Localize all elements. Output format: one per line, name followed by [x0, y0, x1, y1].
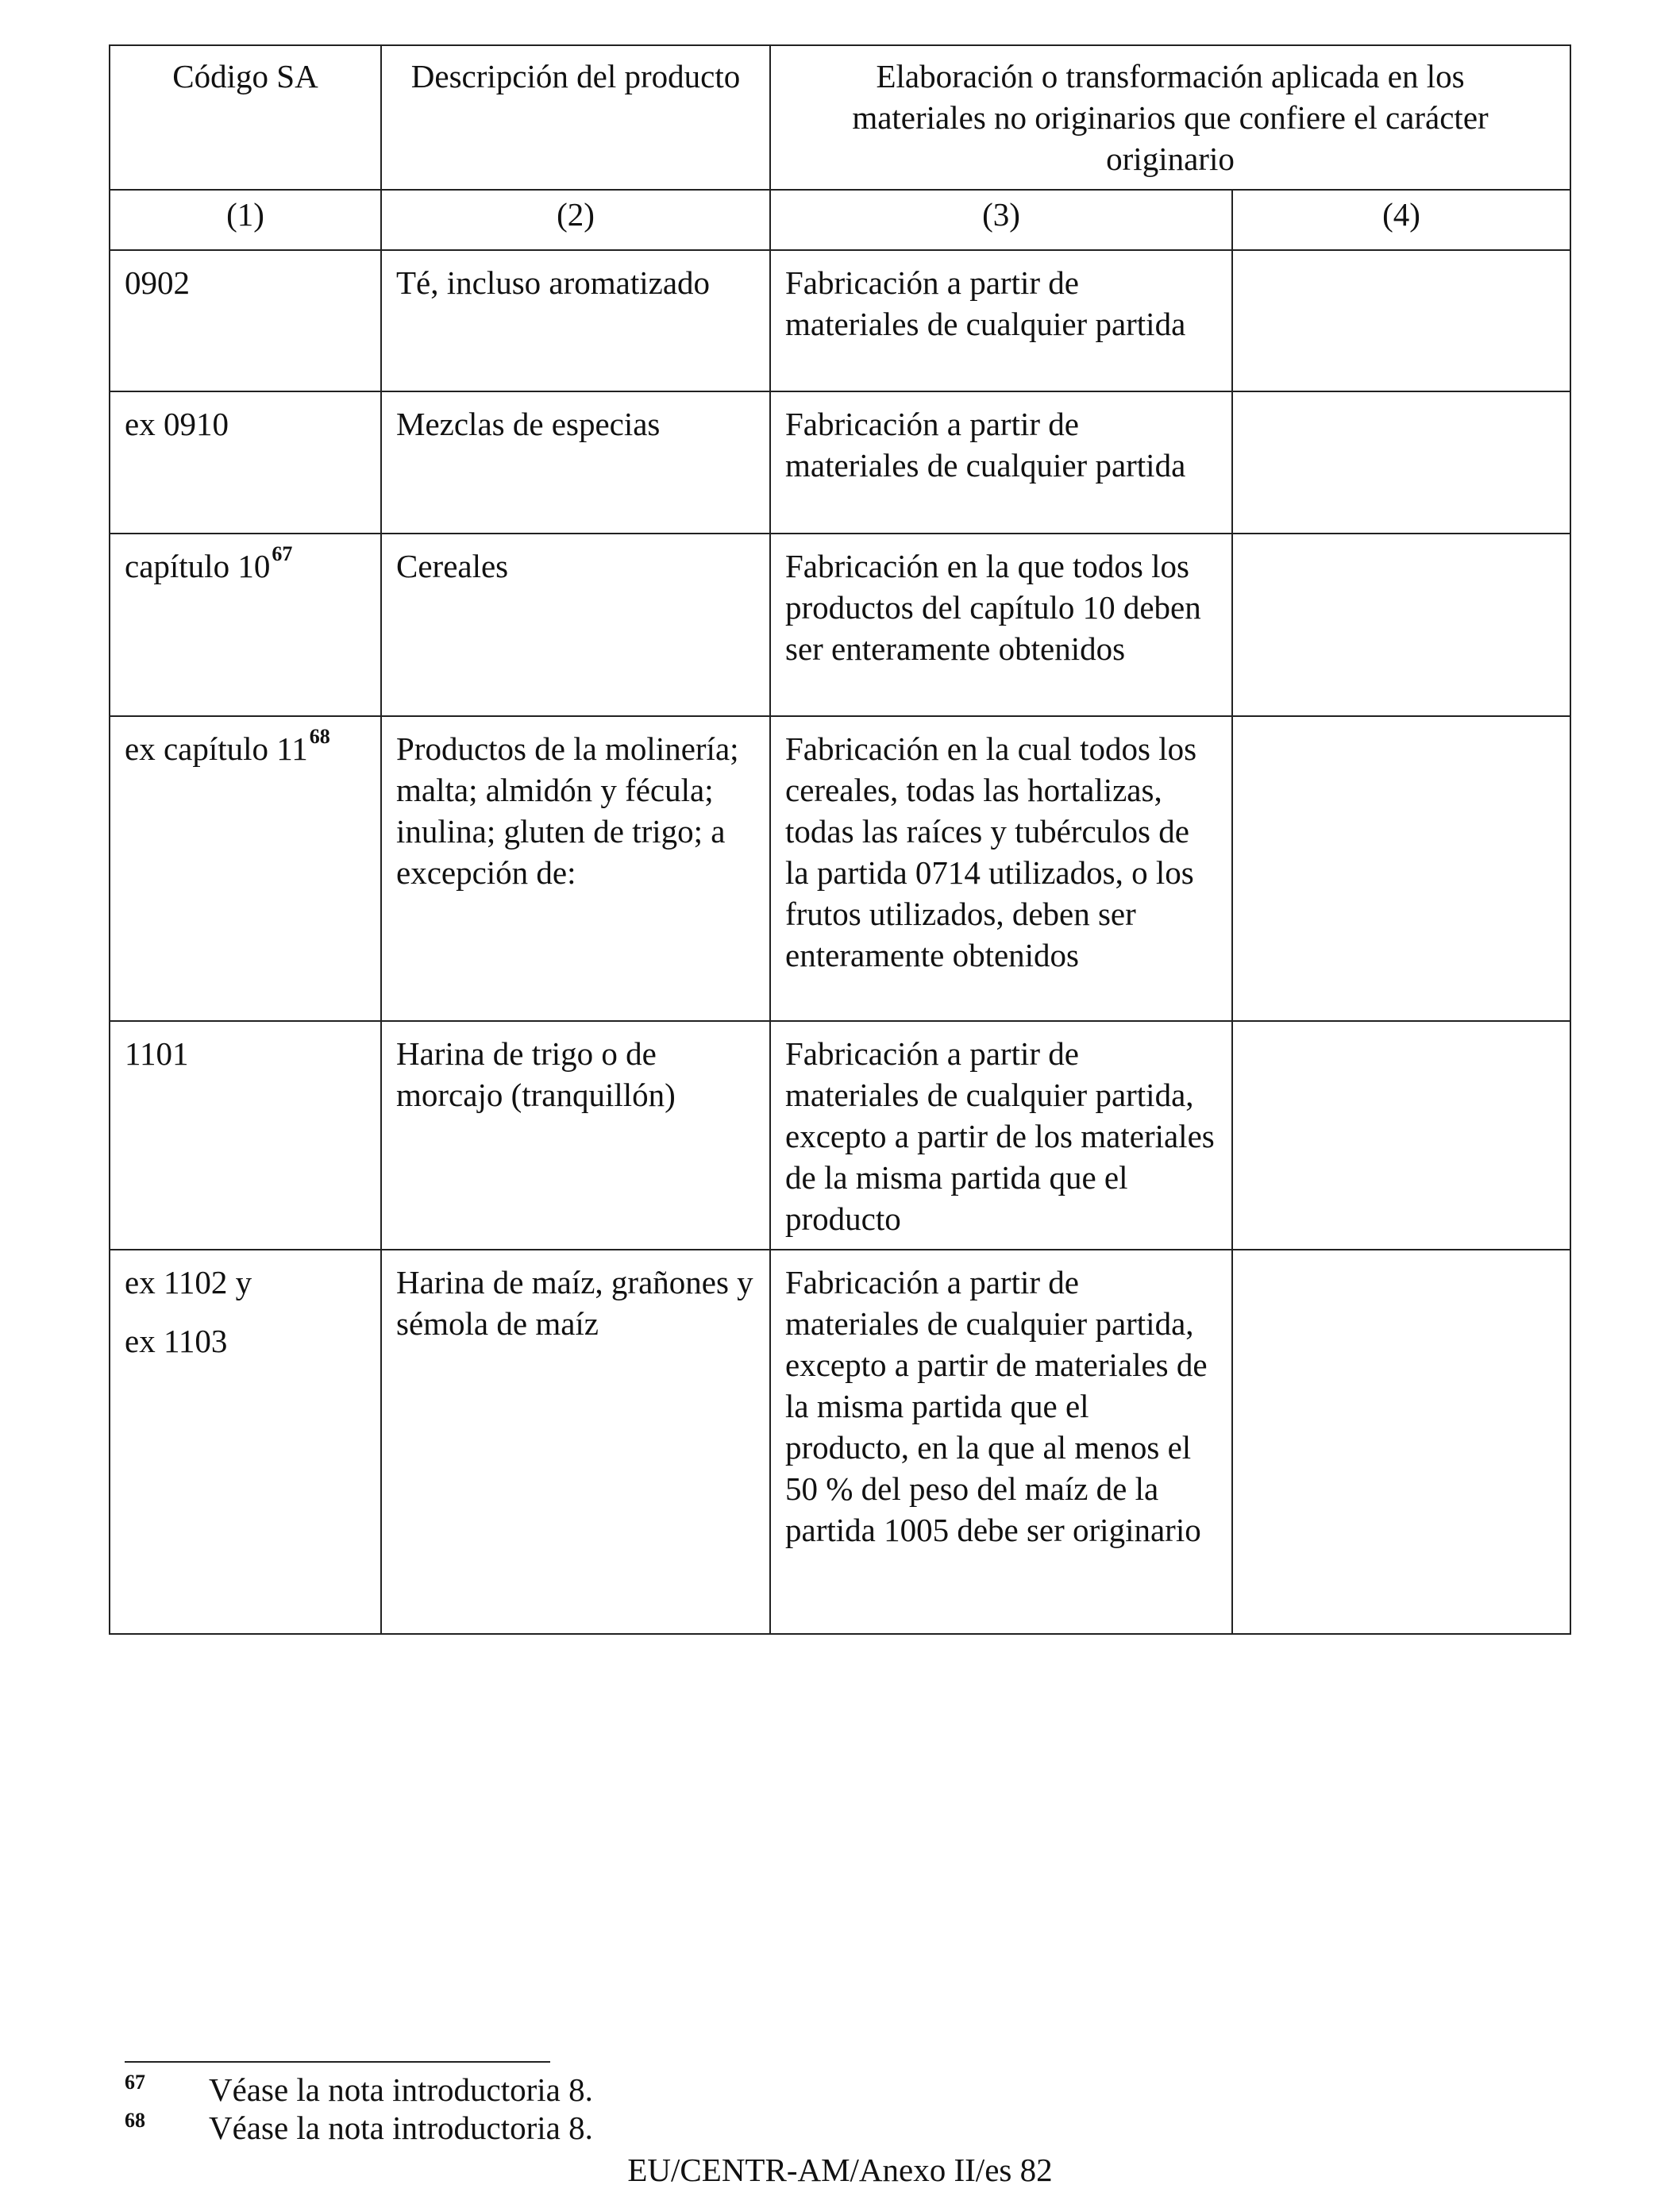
cell-description: Mezclas de especias [381, 391, 770, 534]
cell-code [110, 716, 381, 1021]
footnote-number: 67 [125, 2071, 145, 2094]
cell-col4 [1232, 534, 1570, 716]
table-row [110, 716, 1570, 1021]
cell-col4 [1232, 1250, 1570, 1634]
cell-rule: Fabricación a partir de materiales de cualquier partida, excepto a partir de materiales de la misma partida que el producto, en la que al menos el 50 % del peso del maíz de la partida 1005 debe ser originario [770, 1250, 1232, 1634]
cell-code [110, 250, 381, 391]
footnote-number: 68 [125, 2109, 145, 2132]
code-text: ex 0910 [125, 406, 229, 442]
column-number-1: (1) [110, 190, 381, 250]
cell-code [110, 1021, 381, 1250]
table-header-row [110, 45, 1570, 190]
cell-code [110, 391, 381, 534]
cell-rule: Fabricación en la cual todos los cereales, todas las hortalizas, todas las raíces y tubérculos de la partida 0714 utilizados, o los frutos utilizados, deben ser enteramente obtenidos [770, 716, 1232, 1021]
table-row [110, 391, 1570, 534]
code-text: 0902 [125, 264, 190, 301]
cell-description: Cereales [381, 534, 770, 716]
cell-col4 [1232, 1021, 1570, 1250]
column-number-4: (4) [1232, 190, 1570, 250]
header-processing: Elaboración o transformación aplicada en los materiales no originarios que confiere el carácter originario [770, 45, 1570, 190]
cell-rule: Fabricación a partir de materiales de cualquier partida [770, 250, 1232, 391]
footnote-ref-68[interactable]: 68 [309, 725, 330, 749]
footnote-67 [125, 2071, 593, 2109]
cell-col4 [1232, 391, 1570, 534]
page-reference: EU/CENTR-AM/Anexo II/es 82 [627, 2152, 1053, 2188]
cell-description: Harina de trigo o de morcajo (tranquillón) [381, 1021, 770, 1250]
cell-rule: Fabricación en la que todos los productos del capítulo 10 deben ser enteramente obtenidos [770, 534, 1232, 716]
footnote-text: Véase la nota introductoria 8. [209, 2071, 593, 2108]
footnote-separator [125, 2061, 550, 2063]
column-number-3: (3) [770, 190, 1232, 250]
code-text: ex 1102 y [125, 1264, 252, 1300]
table-row [110, 1250, 1570, 1634]
column-number-row [110, 190, 1570, 250]
cell-col4 [1232, 716, 1570, 1021]
cell-rule: Fabricación a partir de materiales de cualquier partida, excepto a partir de los materiales de la misma partida que el producto [770, 1021, 1232, 1250]
header-description: Descripción del producto [381, 45, 770, 190]
table-row [110, 1021, 1570, 1250]
code-text: 1101 [125, 1035, 189, 1072]
cell-description: Harina de maíz, grañones y sémola de maíz [381, 1250, 770, 1634]
footnote-text: Véase la nota introductoria 8. [209, 2110, 593, 2146]
code-text: ex 1103 [125, 1323, 228, 1359]
header-code: Código SA [110, 45, 381, 190]
cell-code [110, 1250, 381, 1634]
code-text: ex capítulo 11 [125, 730, 308, 767]
cell-rule: Fabricación a partir de materiales de cualquier partida [770, 391, 1232, 534]
footnote-68 [125, 2109, 593, 2147]
table-row [110, 250, 1570, 391]
rules-of-origin-table [109, 44, 1571, 1635]
cell-code [110, 534, 381, 716]
cell-description: Té, incluso aromatizado [381, 250, 770, 391]
table-row [110, 534, 1570, 716]
footnote-ref-67[interactable]: 67 [272, 542, 293, 566]
cell-description: Productos de la molinería; malta; almidón y fécula; inulina; gluten de trigo; a excepción de: [381, 716, 770, 1021]
cell-col4 [1232, 250, 1570, 391]
column-number-2: (2) [381, 190, 770, 250]
code-text: capítulo 10 [125, 548, 271, 584]
